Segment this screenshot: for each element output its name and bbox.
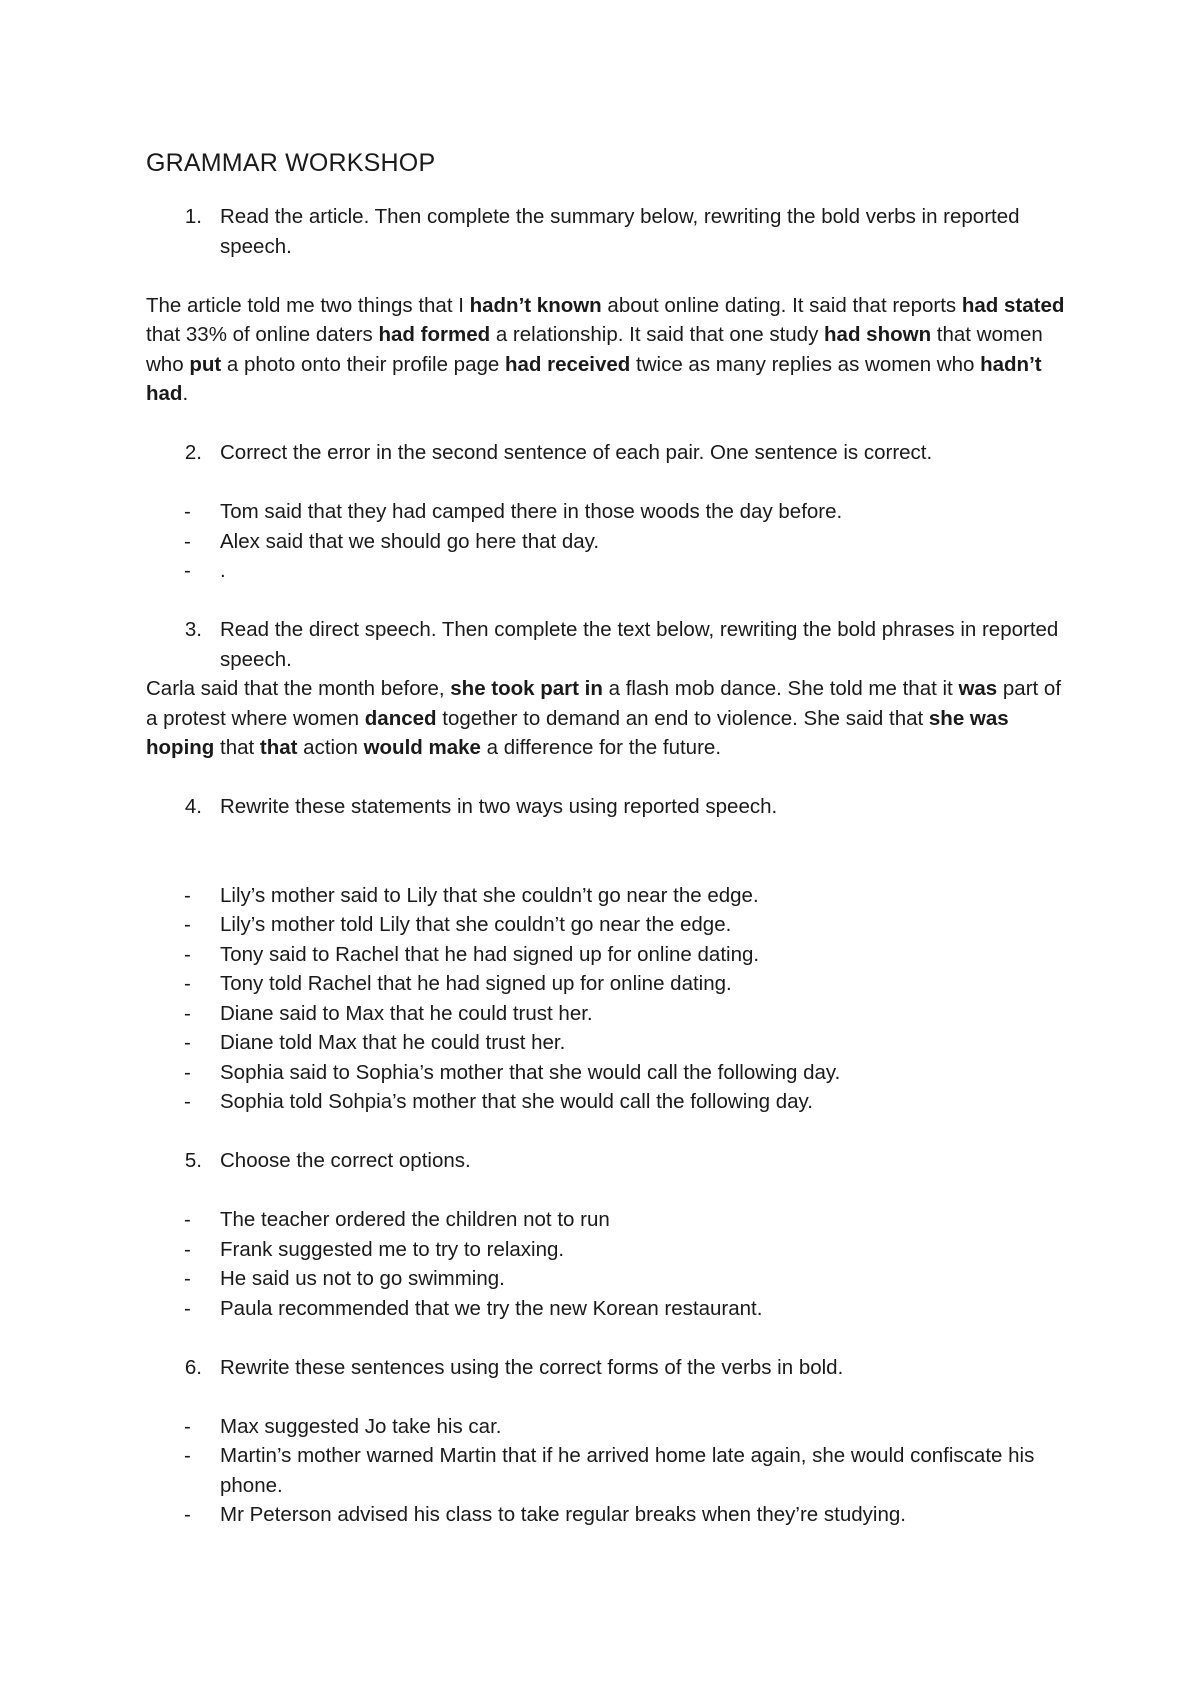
list-dash: -: [184, 883, 191, 907]
text-run: a flash mob dance. She told me that it: [602, 677, 959, 700]
exercise-1-instruction: [146, 202, 1066, 261]
text-run: about online dating. It said that reports: [601, 293, 962, 317]
list-item: [146, 1294, 1066, 1324]
list-item: [146, 1205, 1066, 1235]
list-item-text: Tony said to Rachel that he had signed up for online dating.: [220, 942, 760, 966]
exercise-3-instruction: [146, 615, 1066, 674]
text-run: .: [182, 382, 189, 405]
instruction-text: Read the article. Then complete the summary below, rewriting the bold verbs in reported speech.: [220, 205, 1020, 258]
list-dash: -: [184, 1090, 191, 1113]
document-body: [146, 146, 1066, 1530]
bold-phrase: had received: [504, 352, 631, 376]
exercise-5-list: [146, 1205, 1066, 1323]
list-item: [146, 1264, 1066, 1294]
exercise-4-instruction: [146, 792, 1066, 822]
list-item-text: Tom said that they had camped there in those woods the day before.: [220, 500, 843, 523]
list-dash: -: [184, 500, 191, 523]
list-item: [146, 527, 1066, 557]
text-run: that women who: [146, 323, 1043, 376]
list-dash: -: [184, 1237, 191, 1261]
list-item-text: Sophia said to Sophia’s mother that she would call the following day.: [220, 1060, 841, 1084]
text-run: together to demand an end to violence. She said that: [436, 706, 929, 730]
list-item: [146, 1441, 1066, 1500]
bold-phrase: danced: [364, 706, 437, 730]
exercise-2-list: [146, 497, 1066, 586]
list-dash: -: [184, 559, 191, 582]
exercise-3-text: [146, 674, 1066, 763]
list-dash: -: [184, 1031, 191, 1054]
bold-phrase: she was hoping: [146, 706, 1009, 759]
instruction-text: Rewrite these sentences using the correct forms of the verbs in bold.: [220, 1355, 844, 1379]
list-item-text: Mr Peterson advised his class to take regular breaks when they’re studying.: [220, 1503, 906, 1526]
bold-phrase: had stated: [961, 293, 1065, 317]
list-item: [146, 1412, 1066, 1442]
exercise-4-list: [146, 881, 1066, 1117]
instruction-text: Read the direct speech. Then complete the text below, rewriting the bold phrases in reported speech.: [220, 618, 1059, 671]
exercise-5-instruction: [146, 1146, 1066, 1176]
list-item: [146, 1058, 1066, 1088]
text-run: twice as many replies as women who: [630, 352, 981, 376]
list-item-text: Martin’s mother warned Martin that if he arrived home late again, she would confiscate his phone.: [220, 1444, 1035, 1497]
list-item-text: He said us not to go swimming.: [220, 1267, 505, 1290]
text-run: that: [214, 736, 260, 759]
list-item: [146, 1087, 1066, 1117]
list-item-text: Frank suggested me to try to relaxing.: [220, 1237, 565, 1261]
bold-phrase: had shown: [824, 323, 932, 346]
text-run: part of a protest where women: [146, 677, 1062, 730]
text-run: a difference for the future.: [480, 736, 722, 759]
list-dash: -: [184, 529, 191, 553]
list-dash: -: [184, 1060, 191, 1084]
list-item-text: Paula recommended that we try the new Korean restaurant.: [220, 1296, 763, 1320]
instruction-text: Correct the error in the second sentence of each pair. One sentence is correct.: [220, 441, 933, 464]
bold-phrase: would make: [363, 736, 481, 759]
list-item: [146, 556, 1066, 586]
page-title: GRAMMAR WORKSHOP: [146, 149, 436, 177]
exercise-2-instruction: [146, 438, 1066, 468]
text-run: action: [297, 736, 364, 759]
list-item: [146, 1500, 1066, 1530]
list-item-text: Diane said to Max that he could trust her.: [220, 1001, 593, 1025]
list-dash: -: [184, 913, 191, 936]
bold-phrase: hadn’t known: [469, 293, 602, 317]
list-dash: -: [184, 1001, 191, 1025]
list-item: [146, 1235, 1066, 1265]
exercise-6-instruction: [146, 1353, 1066, 1383]
list-item-text: Max suggested Jo take his car.: [220, 1414, 502, 1438]
list-dash: -: [184, 1296, 191, 1320]
list-item: [146, 969, 1066, 999]
list-item-text: Tony told Rachel that he had signed up for online dating.: [220, 972, 732, 995]
exercise-1-summary: [146, 291, 1066, 409]
list-item-text: Sophia told Sohpia’s mother that she would call the following day.: [220, 1090, 813, 1113]
instruction-text: Choose the correct options.: [220, 1149, 471, 1172]
exercise-number: 1.: [184, 205, 202, 228]
list-item: [146, 497, 1066, 527]
list-item: [146, 940, 1066, 970]
exercise-number: 3.: [184, 618, 202, 641]
bold-phrase: put: [189, 352, 222, 376]
list-dash: -: [184, 1267, 191, 1290]
list-item-text: Lily’s mother told Lily that she couldn’t go near the edge.: [220, 913, 732, 936]
bold-phrase: she took part in: [450, 677, 603, 700]
list-dash: -: [184, 972, 191, 995]
list-item-text: The teacher ordered the children not to run: [220, 1208, 610, 1231]
exercise-number: 6.: [184, 1355, 202, 1379]
list-dash: -: [184, 942, 191, 966]
list-dash: -: [184, 1444, 191, 1467]
exercise-number: 5.: [184, 1149, 202, 1172]
exercise-6-list: [146, 1412, 1066, 1530]
text-run: that 33% of online daters: [146, 323, 379, 346]
list-item: [146, 881, 1066, 911]
list-dash: -: [184, 1208, 191, 1231]
list-item-text: Diane told Max that he could trust her.: [220, 1031, 566, 1054]
list-item-text: Lily’s mother said to Lily that she couldn’t go near the edge.: [220, 883, 759, 907]
list-item: [146, 910, 1066, 940]
text-run: a photo onto their profile page: [221, 352, 505, 376]
text-run: The article told me two things that I: [146, 293, 470, 317]
bold-phrase: that: [259, 736, 298, 759]
list-item: [146, 999, 1066, 1029]
list-item-text: .: [220, 559, 226, 582]
bold-phrase: hadn’t had: [146, 352, 1042, 405]
list-item-text: Alex said that we should go here that day.: [220, 529, 600, 553]
list-item: [146, 1028, 1066, 1058]
list-dash: -: [184, 1414, 191, 1438]
bold-phrase: had formed: [378, 323, 491, 346]
list-dash: -: [184, 1503, 191, 1526]
bold-phrase: was: [958, 677, 998, 700]
text-run: Carla said that the month before,: [146, 677, 451, 700]
exercise-number: 4.: [184, 795, 202, 818]
text-run: a relationship. It said that one study: [490, 323, 825, 346]
exercise-number: 2.: [184, 441, 202, 464]
instruction-text: Rewrite these statements in two ways using reported speech.: [220, 795, 778, 818]
